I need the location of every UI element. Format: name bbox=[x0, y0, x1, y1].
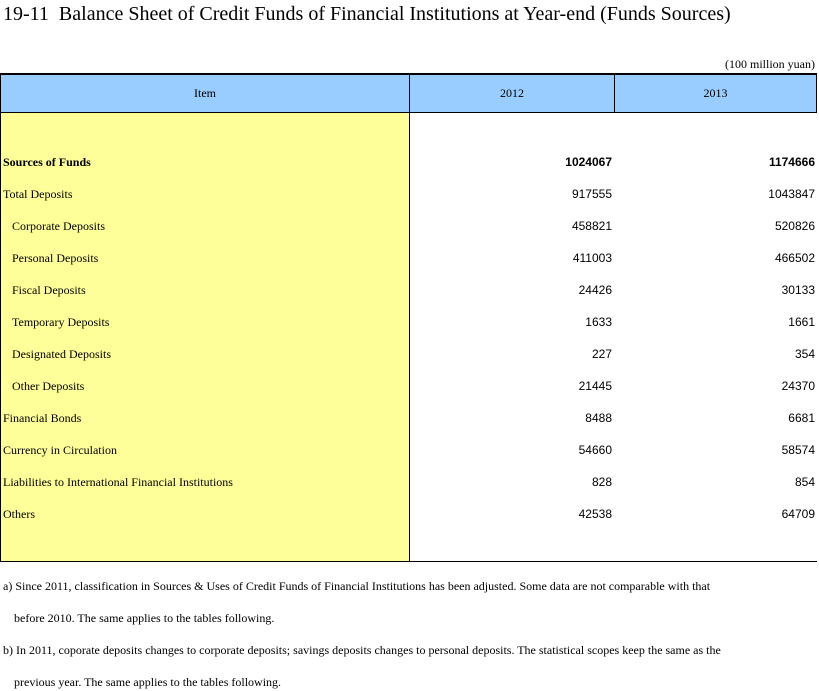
row-label: Corporate Deposits bbox=[12, 219, 105, 233]
value-2012: 8488 bbox=[585, 411, 612, 425]
row-label: Others bbox=[3, 507, 35, 521]
balance-sheet-table bbox=[0, 73, 817, 562]
value-2013: 6681 bbox=[788, 411, 815, 425]
table-row-corporate-deposits bbox=[0, 210, 817, 242]
value-2013: 466502 bbox=[774, 251, 815, 265]
row-label: Financial Bonds bbox=[3, 411, 82, 425]
value-2012: 227 bbox=[591, 347, 612, 361]
value-2012: 458821 bbox=[571, 219, 612, 233]
value-2013: 1043847 bbox=[768, 187, 815, 201]
row-label: Total Deposits bbox=[3, 187, 73, 201]
value-2013: 30133 bbox=[781, 283, 815, 297]
row-label: Other Deposits bbox=[12, 379, 85, 393]
row-label: Fiscal Deposits bbox=[12, 283, 86, 297]
unit-label: (100 million yuan) bbox=[725, 57, 815, 71]
value-2012: 1633 bbox=[585, 315, 612, 329]
value-2013: 58574 bbox=[781, 443, 815, 457]
table-row-liabilities-international bbox=[0, 466, 817, 498]
table-bottom-rule bbox=[0, 561, 817, 562]
note-b-line1: b) In 2011, coporate deposits changes to corporate deposits; savings deposits changes to personal deposits. The statistical scopes keep the same as the bbox=[3, 643, 721, 657]
table-row-currency-in-circulation bbox=[0, 434, 817, 466]
table-row-total-deposits bbox=[0, 178, 817, 210]
note-a-line1: a) Since 2011, classification in Sources & Uses of Credit Funds of Financial Institutions has been adjusted. Some data are not comparable with that bbox=[3, 579, 711, 593]
table-row-personal-deposits bbox=[0, 242, 817, 274]
value-2012: 54660 bbox=[578, 443, 612, 457]
row-label: Designated Deposits bbox=[12, 347, 111, 361]
note-a-line2: before 2010. The same applies to the tables following. bbox=[14, 611, 275, 625]
table-row-others bbox=[0, 498, 817, 530]
value-2013: 520826 bbox=[774, 219, 815, 233]
value-2012: 917555 bbox=[571, 187, 612, 201]
header-2012: 2012 bbox=[410, 73, 615, 113]
value-2012: 411003 bbox=[572, 251, 612, 265]
value-2012: 828 bbox=[591, 475, 612, 489]
note-b-line2: previous year. The same applies to the tables following. bbox=[14, 675, 282, 689]
value-2012: 42538 bbox=[578, 507, 612, 521]
value-2012: 1024067 bbox=[565, 155, 612, 169]
table-row-temporary-deposits bbox=[0, 306, 817, 338]
page-title bbox=[3, 3, 731, 26]
header-2013: 2013 bbox=[615, 73, 817, 113]
value-2013: 854 bbox=[794, 475, 815, 489]
value-2012: 21445 bbox=[578, 379, 612, 393]
row-label: Personal Deposits bbox=[12, 251, 99, 265]
value-2012: 24426 bbox=[578, 283, 612, 297]
table-row-other-deposits bbox=[0, 370, 817, 402]
table-title: Balance Sheet of Credit Funds of Financial Institutions at Year-end (Funds Sources) bbox=[58, 3, 731, 25]
value-2013: 354 bbox=[794, 347, 815, 361]
table-row-designated-deposits bbox=[0, 338, 817, 370]
value-2013: 1661 bbox=[788, 315, 815, 329]
value-2013: 1174666 bbox=[768, 155, 815, 169]
value-2013: 64709 bbox=[781, 507, 815, 521]
row-label: Temporary Deposits bbox=[12, 315, 110, 329]
header-item: Item bbox=[0, 73, 410, 113]
table-row-sources-of-funds bbox=[0, 146, 817, 178]
row-label: Currency in Circulation bbox=[3, 443, 117, 457]
table-row-financial-bonds bbox=[0, 402, 817, 434]
value-2013: 24370 bbox=[781, 379, 815, 393]
table-number: 19-11 bbox=[3, 3, 49, 25]
table-row-fiscal-deposits bbox=[0, 274, 817, 306]
row-label: Sources of Funds bbox=[3, 155, 91, 169]
row-label: Liabilities to International Financial Institutions bbox=[3, 475, 233, 489]
